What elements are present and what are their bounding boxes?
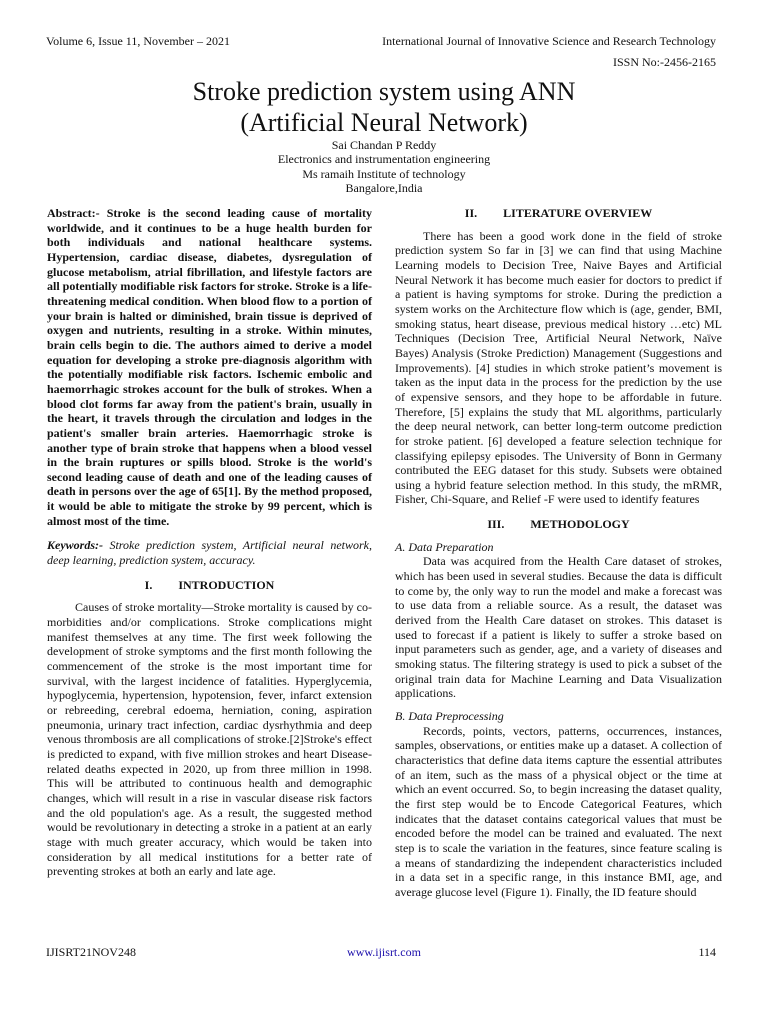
subsection-data-preparation: A. Data Preparation xyxy=(395,539,494,554)
author-institute: Ms ramaih Institute of technology xyxy=(302,166,466,181)
left-column xyxy=(47,206,372,879)
paper-title xyxy=(0,76,768,138)
journal-name: International Journal of Innovative Science and Research Technology xyxy=(382,34,716,48)
journal-website-link[interactable]: www.ijisrt.com xyxy=(347,945,421,959)
author-block xyxy=(0,138,768,196)
section-number: II. xyxy=(464,206,478,220)
title-line-2: (Artificial Neural Network) xyxy=(240,108,528,137)
keywords-label: Keywords:- xyxy=(47,538,103,553)
section-title: METHODOLOGY xyxy=(530,517,630,532)
page-number: 114 xyxy=(698,945,716,959)
data-preparation-paragraph: Data was acquired from the Health Care dataset of strokes, which has been used in several studies. Because the data is difficult to come by, the only way to run the model and make a forecast was to use data from a reliable source. As a result, the dataset was derived from the Health Care dataset on strokes. This dataset is used to forecast if a patient is likely to suffer a stroke based on input parameters such as gender, age, and a variety of diseases and smoking status. The filtering strategy is used to pick a subset of the original train data for Machine Learning and Data Visualization applications. xyxy=(395,554,722,701)
abstract: Abstract:- Stroke is the second leading cause of mortality worldwide, and it continues to be a huge health burden for both individuals and national healthcare systems. Hypertension, cardiac disease, diabetes, dysregulation of glucose metabolism, atrial fibrillation, and lifestyle factors are all potentially modifiable risk factors for stroke. Stroke is a life-threatening medical condition. When blood flow to a portion of your brain is halted or diminished, brain tissue is deprived of oxygen and nutrients, resulting in a stroke. Within minutes, brain cells begin to die. The authors aimed to derive a model equation for developing a stroke pre-diagnosis algorithm with the potentially modifiable risk factors. Ischemic embolic and haemorrhagic strokes account for the bulk of strokes. When a blood clot forms far away from the patient's brain, usually in the heart, it travels through the circulation and lodges in the patient's smaller brain arteries. Haemorrhagic stroke is another type of brain stroke that happens when a blood vessel in the brain ruptures or spills blood. Stroke is the world's second leading cause of death and one of the leading causes of death in persons over the age of 65[1]. By the method proposed, it would be able to mitigate the stroke by 99 percent, which is almost most of the time. xyxy=(47,206,372,528)
literature-paragraph: There has been a good work done in the field of stroke prediction system So far in [3] we can find that using Machine Learning models to Decision Tree, Naive Bayes and Artificial Neural Network it has become much easier for doctors to predict if a patient is having symptoms for stroke. During the prediction a system works on the Architecture flow which is (age, gender, BMI, smoking status, heart disease, previous medical history …etc) ML Techniques (Decision Tree, Artificial Neural Network, Naïve Bayes) Analysis (Stroke Prediction) Management (Suggestions and Improvements). [4] studies in which stroke patient’s movement is taken as the input data in the process for the prediction by the use of expensive sensors, and they hope to be affordable in future. Therefore, [5] explains the study that ML algorithms, particularly the deep neural network, can better long-term outcome prediction for stroke patient. [6] developed a feature selection technique for classifying epilepsy episodes. The University of Bonn in Germany contributed the EEG dataset for this study. Subsets were obtained using a hybrid feature selection method. In this study, the mRMR, Fisher, Chi-Square, and Relief -F were used to identify features xyxy=(395,228,722,507)
issn: ISSN No:-2456-2165 xyxy=(612,55,716,69)
section-heading-literature xyxy=(395,206,722,221)
keywords xyxy=(47,538,372,567)
section-number: I. xyxy=(144,577,153,592)
section-title: LITERATURE OVERVIEW xyxy=(503,206,653,220)
subsection-data-preprocessing: B. Data Preprocessing xyxy=(395,709,504,723)
section-title: INTRODUCTION xyxy=(178,577,275,592)
keywords-text: Stroke prediction system, Artificial neural network, deep learning, prediction system, accuracy. xyxy=(47,538,372,568)
intro-paragraph: Causes of stroke mortality—Stroke mortality is caused by co-morbidities and/or complications. Stroke complications might manifest themselves at any time. The first week following the development of stroke symptoms and the first month following the commencement of the stroke is the most important time for survival, with the largest incidence of fatalities. Hyperglycemia, hypoglycemia, hypertension, hypotension, fever, infarct extension or rebreeding, cerebral edoema, herniation, coning, aspiration pneumonia, urinary tract infection, cardiac dysrhythmia and deep venous thrombosis are all complications of stroke.[2]Stroke's effect is predicted to expand, with five million strokes and heart Disease-related deaths expected in 2020, up from three million in 1998. This will be attributed to continuous health and demographic changes, which will result in a rise in vascular disease risk factors and the old population's age. As a result, the suggested method would be revolutionary in detecting a stroke in a patient at an early stage with much greater accuracy, which would be taken into consideration by all medical institutions for a better rate of preventing strokes at both an early and late age. xyxy=(47,600,372,879)
author-name: Sai Chandan P Reddy xyxy=(331,138,437,152)
section-heading-methodology xyxy=(395,517,722,532)
author-city: Bangalore,India xyxy=(345,181,423,196)
section-number: III. xyxy=(487,517,505,532)
data-preprocessing-paragraph: Records, points, vectors, patterns, occurrences, instances, samples, observations, or entities make up a dataset. A collection of characteristics that define data items capture the essential attributes of an item, such as the mass of a physical object or the time at which an event occurred. So, to begin increasing the dataset quality, the first step would be to Encode Categorical Features, which indicates that the dataset contains categorical values that must be encoded before the model can be trained and evaluated. The next step is to scale the variation in the features, since feature scaling is a means of standardizing the independent characteristics included in a data set in a specific range, in this instance BMI, age, and average glucose level (Figure 1). Finally, the ID feature should xyxy=(395,723,722,899)
paper-id: IJISRT21NOV248 xyxy=(46,945,136,959)
volume-info: Volume 6, Issue 11, November – 2021 xyxy=(46,34,230,48)
title-line-1: Stroke prediction system using ANN xyxy=(192,77,576,106)
author-dept: Electronics and instrumentation engineering xyxy=(277,152,491,167)
section-heading-intro xyxy=(47,578,372,593)
right-column xyxy=(395,206,722,900)
